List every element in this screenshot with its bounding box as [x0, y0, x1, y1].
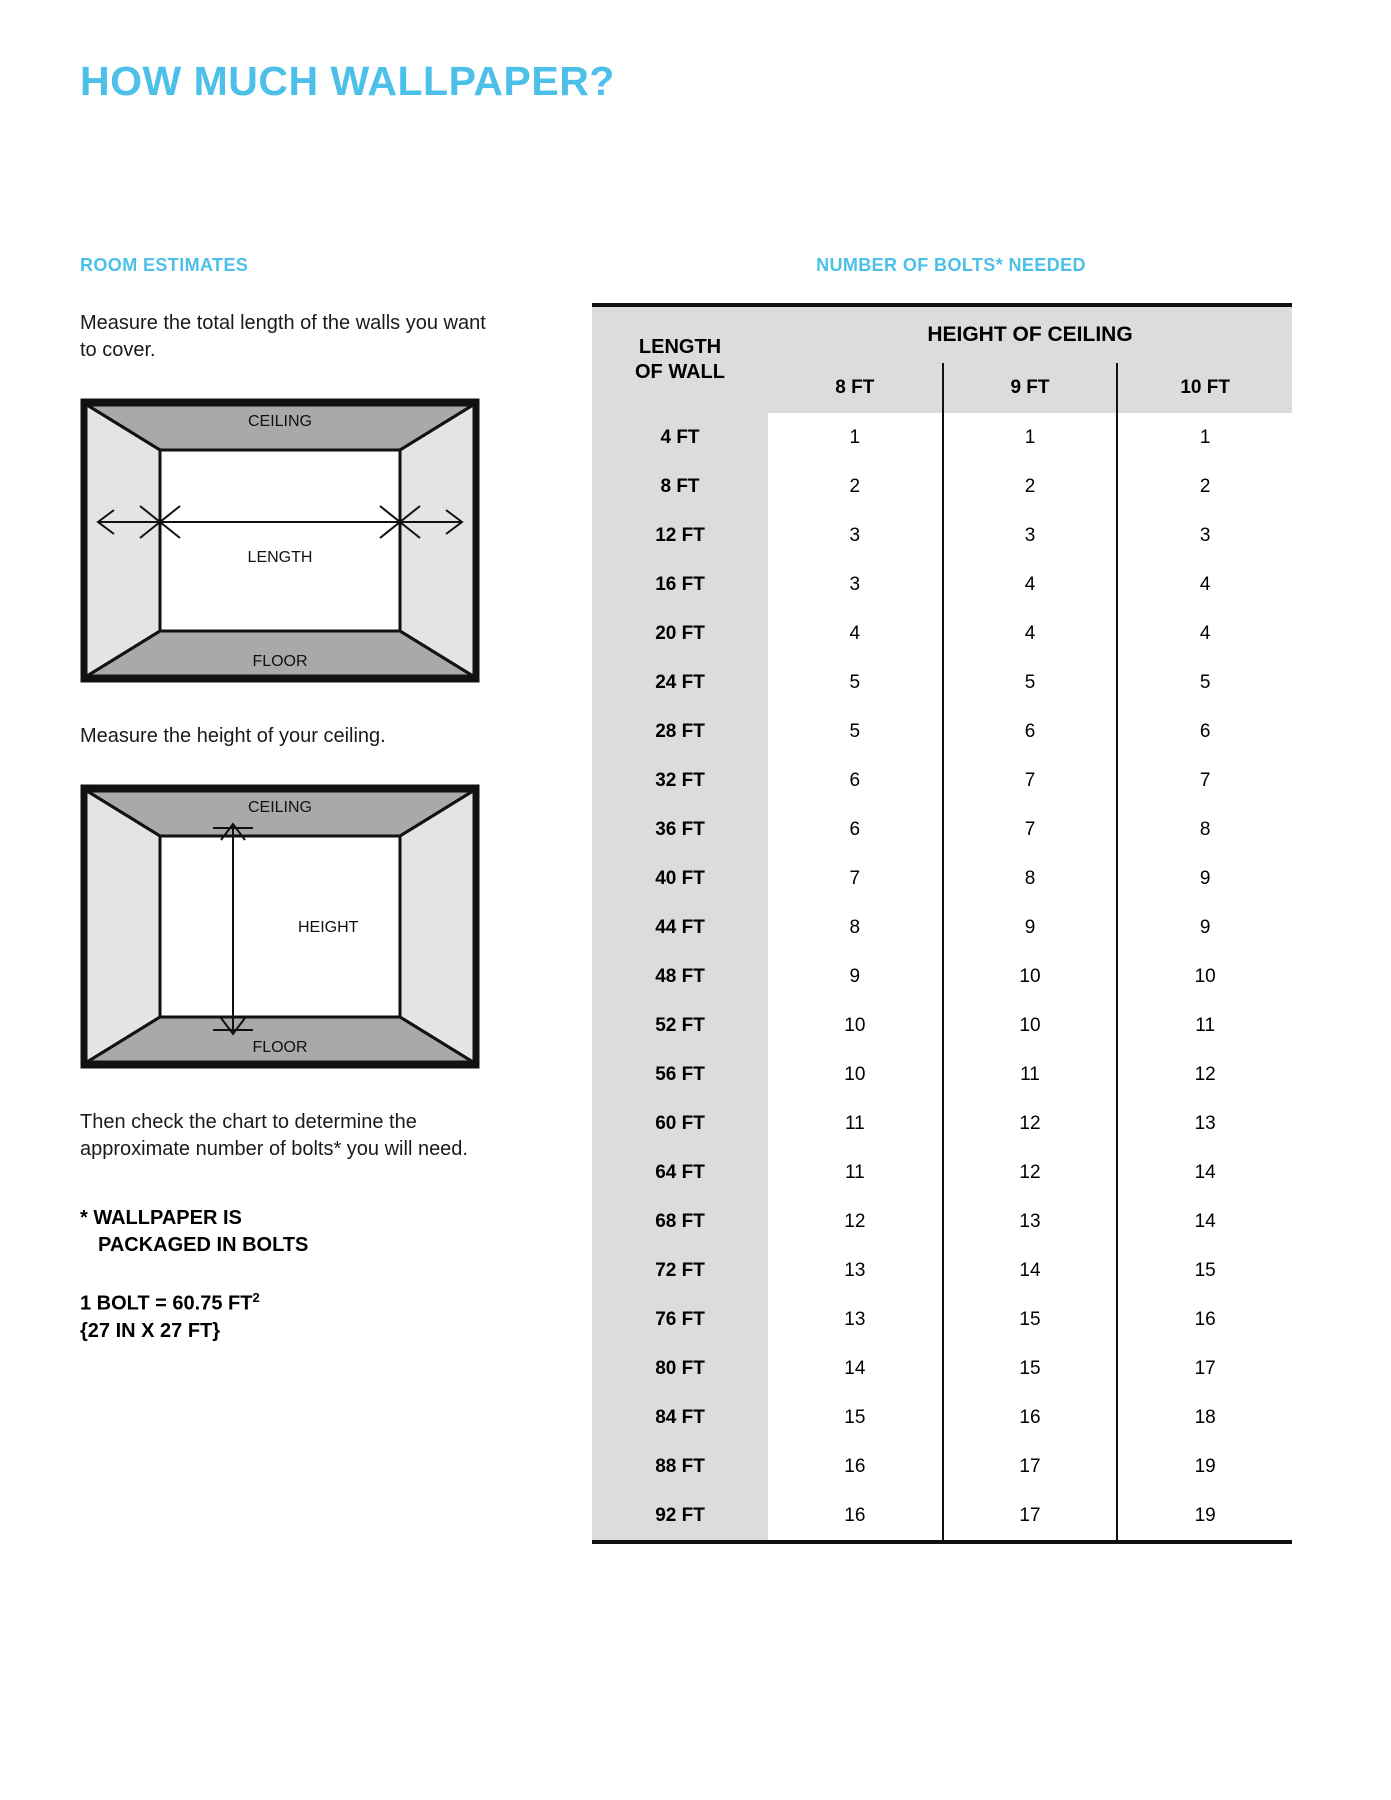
room-diagram-length: [80, 398, 480, 683]
cell-bolts-8ft: 11: [844, 1161, 865, 1183]
header-height-of-ceiling: HEIGHT OF CEILING: [768, 305, 1292, 363]
row-label-length: 16 FT: [592, 560, 768, 609]
cell-bolts-8ft: 16: [844, 1504, 866, 1526]
subheader-8ft: 8 FT: [768, 363, 943, 413]
cell-bolts-9ft: 8: [943, 854, 1118, 903]
cell-bolts-10ft: 10: [1194, 965, 1216, 987]
cell-bolts-9ft: 2: [943, 462, 1118, 511]
table-header-group-row: [592, 305, 1292, 363]
cell-bolts-10ft: 7: [1199, 769, 1211, 791]
footnote-line-2: PACKAGED IN BOLTS: [98, 1234, 309, 1256]
cell-bolts-10ft: 19: [1194, 1504, 1216, 1526]
cell-bolts-9ft: 7: [943, 756, 1118, 805]
cell-bolts-8ft: 12: [844, 1210, 866, 1232]
table-row: [592, 413, 1292, 462]
cell-bolts-8ft: 14: [844, 1357, 866, 1379]
cell-bolts-10ft: 5: [1199, 671, 1211, 693]
row-label-length: 52 FT: [592, 1001, 768, 1050]
cell-bolts-9ft: 10: [943, 1001, 1118, 1050]
row-label-length: 8 FT: [592, 462, 768, 511]
bolts-table: [592, 303, 1292, 1544]
bolt-equation: [80, 1289, 500, 1345]
cell-bolts-8ft: 6: [849, 769, 861, 791]
table-row: [592, 609, 1292, 658]
row-label-length: 4 FT: [592, 413, 768, 462]
row-label-length: 64 FT: [592, 1148, 768, 1197]
row-label-length: 88 FT: [592, 1442, 768, 1491]
row-label-length: 20 FT: [592, 609, 768, 658]
footnote-line-1: * WALLPAPER IS: [80, 1207, 242, 1229]
corner-label-line-2: OF WALL: [635, 361, 725, 383]
cell-bolts-9ft: 9: [943, 903, 1118, 952]
cell-bolts-8ft: 2: [849, 475, 861, 497]
cell-bolts-9ft: 6: [943, 707, 1118, 756]
cell-bolts-10ft: 18: [1194, 1406, 1216, 1428]
table-body: [592, 413, 1292, 1542]
table-row: [592, 854, 1292, 903]
cell-bolts-9ft: 12: [943, 1099, 1118, 1148]
bolt-equation-line-1: 1 BOLT = 60.75 FT: [80, 1292, 253, 1315]
section-heading-room-estimates: ROOM ESTIMATES: [80, 255, 249, 275]
cell-bolts-8ft: 9: [849, 965, 861, 987]
cell-bolts-9ft: 4: [943, 560, 1118, 609]
subheader-9ft: 9 FT: [943, 363, 1118, 413]
row-label-length: 72 FT: [592, 1246, 768, 1295]
cell-bolts-8ft: 11: [844, 1112, 865, 1134]
row-label-length: 56 FT: [592, 1050, 768, 1099]
cell-bolts-9ft: 15: [943, 1344, 1118, 1393]
step-1-text: Measure the total length of the walls you want to cover.: [80, 312, 486, 361]
cell-bolts-10ft: 12: [1194, 1063, 1216, 1085]
svg-text:LENGTH: LENGTH: [247, 549, 313, 566]
cell-bolts-10ft: 14: [1194, 1161, 1216, 1183]
row-label-length: 68 FT: [592, 1197, 768, 1246]
subheader-10ft: 10 FT: [1117, 363, 1292, 413]
room-estimates-column: [80, 255, 500, 1345]
cell-bolts-8ft: 3: [849, 524, 861, 546]
cell-bolts-10ft: 8: [1199, 818, 1211, 840]
table-row: [592, 1197, 1292, 1246]
cell-bolts-8ft: 10: [844, 1063, 866, 1085]
cell-bolts-10ft: 9: [1199, 867, 1211, 889]
table-row: [592, 756, 1292, 805]
bolts-table-column: [592, 255, 1310, 1544]
step-2-text: Measure the height of your ceiling.: [80, 725, 386, 747]
cell-bolts-9ft: 16: [943, 1393, 1118, 1442]
cell-bolts-10ft: 1: [1199, 426, 1211, 448]
cell-bolts-8ft: 3: [849, 573, 861, 595]
cell-bolts-10ft: 19: [1194, 1455, 1216, 1477]
table-row: [592, 1295, 1292, 1344]
section-heading-bolts: NUMBER OF BOLTS* NEEDED: [816, 255, 1086, 275]
table-row: [592, 1246, 1292, 1295]
cell-bolts-9ft: 17: [943, 1491, 1118, 1542]
cell-bolts-9ft: 11: [943, 1050, 1118, 1099]
row-label-length: 48 FT: [592, 952, 768, 1001]
cell-bolts-8ft: 4: [849, 622, 861, 644]
cell-bolts-8ft: 1: [849, 426, 861, 448]
row-label-length: 28 FT: [592, 707, 768, 756]
cell-bolts-8ft: 10: [844, 1014, 866, 1036]
cell-bolts-9ft: 14: [943, 1246, 1118, 1295]
table-row: [592, 1001, 1292, 1050]
table-row: [592, 462, 1292, 511]
cell-bolts-10ft: 4: [1199, 622, 1211, 644]
cell-bolts-9ft: 13: [943, 1197, 1118, 1246]
cell-bolts-10ft: 6: [1199, 720, 1211, 742]
row-label-length: 36 FT: [592, 805, 768, 854]
cell-bolts-9ft: 12: [943, 1148, 1118, 1197]
cell-bolts-10ft: 4: [1199, 573, 1211, 595]
table-row: [592, 1050, 1292, 1099]
room-diagram-height: [80, 784, 480, 1069]
cell-bolts-9ft: 17: [943, 1442, 1118, 1491]
cell-bolts-9ft: 1: [943, 413, 1118, 462]
cell-bolts-10ft: 13: [1194, 1112, 1216, 1134]
cell-bolts-9ft: 7: [943, 805, 1118, 854]
cell-bolts-10ft: 11: [1195, 1014, 1216, 1036]
table-row: [592, 511, 1292, 560]
cell-bolts-10ft: 2: [1199, 475, 1211, 497]
table-row: [592, 658, 1292, 707]
row-label-length: 76 FT: [592, 1295, 768, 1344]
table-row: [592, 903, 1292, 952]
table-row: [592, 707, 1292, 756]
row-label-length: 92 FT: [592, 1491, 768, 1542]
row-label-length: 44 FT: [592, 903, 768, 952]
table-row: [592, 805, 1292, 854]
svg-text:CEILING: CEILING: [247, 799, 313, 816]
corner-label-line-1: LENGTH: [638, 336, 722, 358]
row-label-length: 24 FT: [592, 658, 768, 707]
cell-bolts-8ft: 5: [849, 720, 861, 742]
step-3-text: Then check the chart to determine the approximate number of bolts* you will need.: [80, 1111, 468, 1160]
cell-bolts-8ft: 13: [844, 1259, 866, 1281]
row-label-length: 60 FT: [592, 1099, 768, 1148]
cell-bolts-9ft: 3: [943, 511, 1118, 560]
cell-bolts-10ft: 14: [1194, 1210, 1216, 1232]
cell-bolts-8ft: 6: [849, 818, 861, 840]
square-unit-sup: 2: [252, 1290, 260, 1305]
row-label-length: 80 FT: [592, 1344, 768, 1393]
cell-bolts-8ft: 7: [849, 867, 861, 889]
row-label-length: 84 FT: [592, 1393, 768, 1442]
cell-bolts-8ft: 16: [844, 1455, 866, 1477]
cell-bolts-8ft: 15: [844, 1406, 866, 1428]
table-row: [592, 560, 1292, 609]
row-label-length: 32 FT: [592, 756, 768, 805]
corner-header-length-of-wall: [592, 305, 768, 413]
cell-bolts-8ft: 13: [844, 1308, 866, 1330]
table-row: [592, 1393, 1292, 1442]
cell-bolts-9ft: 5: [943, 658, 1118, 707]
page-title: HOW MUCH WALLPAPER?: [80, 58, 615, 104]
cell-bolts-9ft: 15: [943, 1295, 1118, 1344]
table-row: [592, 952, 1292, 1001]
cell-bolts-10ft: 9: [1199, 916, 1211, 938]
cell-bolts-9ft: 4: [943, 609, 1118, 658]
cell-bolts-10ft: 17: [1194, 1357, 1216, 1379]
row-label-length: 40 FT: [592, 854, 768, 903]
cell-bolts-10ft: 15: [1194, 1259, 1216, 1281]
table-row: [592, 1442, 1292, 1491]
svg-text:CEILING: CEILING: [247, 413, 313, 430]
svg-text:FLOOR: FLOOR: [252, 653, 308, 670]
cell-bolts-10ft: 3: [1199, 524, 1211, 546]
footnote-bolts: [80, 1205, 500, 1259]
svg-text:FLOOR: FLOOR: [252, 1039, 308, 1056]
table-row: [592, 1148, 1292, 1197]
table-row: [592, 1491, 1292, 1542]
table-row: [592, 1099, 1292, 1148]
cell-bolts-8ft: 5: [849, 671, 861, 693]
table-row: [592, 1344, 1292, 1393]
cell-bolts-10ft: 16: [1194, 1308, 1216, 1330]
cell-bolts-9ft: 10: [943, 952, 1118, 1001]
bolt-equation-line-2: {27 IN X 27 FT}: [80, 1319, 221, 1342]
svg-text:HEIGHT: HEIGHT: [298, 919, 359, 936]
row-label-length: 12 FT: [592, 511, 768, 560]
cell-bolts-8ft: 8: [849, 916, 861, 938]
